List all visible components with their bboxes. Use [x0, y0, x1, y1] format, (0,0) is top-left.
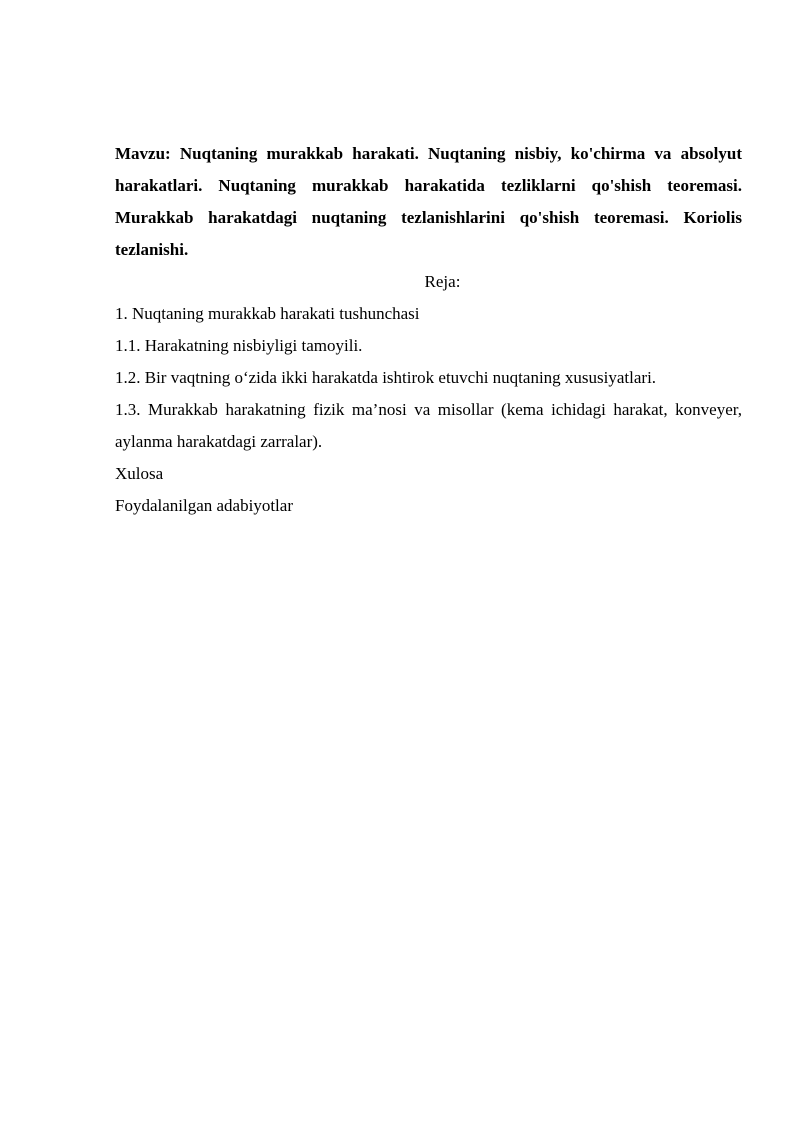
plan-item-1-3: 1.3. Murakkab harakatning fizik ma’nosi va misollar (kema ichidagi harakat, konveyer, aylanma harakatdagi zarralar).	[115, 400, 742, 451]
plan-item-conclusion: Xulosa	[115, 464, 164, 483]
plan-item-1-1: 1.1. Harakatning nisbiyligi tamoyili.	[115, 336, 363, 355]
plan-item-1-2: 1.2. Bir vaqtning o‘zida ikki harakatda ishtirok etuvchi nuqtaning xususiyatlari.	[115, 368, 657, 387]
topic-heading: Mavzu: Nuqtaning murakkab harakati. Nuqtaning nisbiy, ko'chirma va absolyut harakatlari. Nuqtaning murakkab harakatida tezliklarni qo'shish teoremasi. Murakkab harakatdagi nuqtaning tezlanishlarini qo'shish teoremasi. Koriolis tezlanishi.	[115, 144, 742, 259]
plan-list	[115, 298, 742, 522]
document-content	[115, 138, 742, 522]
plan-item-references: Foydalanilgan adabiyotlar	[115, 496, 293, 515]
plan-heading: Reja:	[424, 272, 461, 291]
plan-item-1: 1. Nuqtaning murakkab harakati tushunchasi	[115, 304, 420, 323]
